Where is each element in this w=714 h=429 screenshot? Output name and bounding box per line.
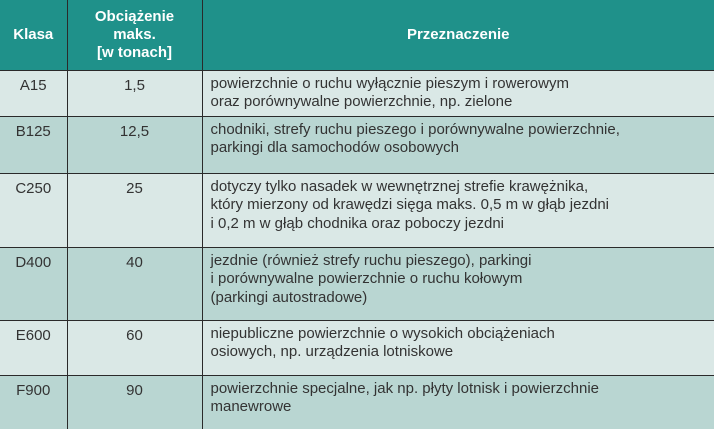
purpose-line: osiowych, np. urządzenia lotniskowe [210,343,454,360]
cell-purpose [202,173,714,247]
cell-load: 1,5 [67,70,202,116]
purpose-line: parkingi dla samochodów osobowych [210,139,459,156]
purpose-line: dotyczy tylko nasadek w wewnętrznej strefie krawężnika, [210,177,589,195]
header-load-line: [w tonach] [97,43,172,61]
table-row [0,173,714,247]
cell-purpose [202,320,714,375]
table-row [0,375,714,429]
cell-purpose [202,116,714,173]
header-load [67,0,202,70]
purpose-line: niepubliczne powierzchnie o wysokich obciążeniach [210,324,555,342]
purpose-line: jezdnie (również strefy ruchu pieszego), parkingi [210,251,532,269]
cell-purpose [202,375,714,429]
purpose-line: manewrowe [210,398,292,415]
purpose-line: oraz porównywalne powierzchnie, np. zielone [210,93,513,110]
header-purpose: Przeznaczenie [202,0,714,70]
purpose-line: chodniki, strefy ruchu pieszego i porównywalne powierzchnie, [210,120,620,138]
purpose-line: (parkingi autostradowe) [210,288,368,306]
cell-purpose [202,70,714,116]
header-load-line: maks. [113,25,156,43]
cell-load: 12,5 [67,116,202,173]
purpose-line: i porównywalne powierzchnie o ruchu kołowym [210,270,523,287]
cell-klasa: D400 [0,247,67,320]
cell-klasa: C250 [0,173,67,247]
cell-klasa: E600 [0,320,67,375]
cell-load: 90 [67,375,202,429]
cell-purpose [202,247,714,320]
cell-klasa: A15 [0,70,67,116]
table-row [0,70,714,116]
cell-load: 40 [67,247,202,320]
cell-load: 25 [67,173,202,247]
cell-klasa: B125 [0,116,67,173]
purpose-line: powierzchnie o ruchu wyłącznie pieszym i rowerowym [210,74,569,92]
header-load-line: Obciążenie [94,7,175,25]
purpose-line: który mierzony od krawędzi sięga maks. 0,5 m w głąb jezdni [210,196,609,213]
table-row [0,116,714,173]
purpose-line: powierzchnie specjalne, jak np. płyty lotnisk i powierzchnie [210,379,600,397]
purpose-line: i 0,2 m w głąb chodnika oraz poboczy jezdni [210,214,504,232]
table-row [0,247,714,320]
table-row [0,320,714,375]
cell-klasa: F900 [0,375,67,429]
header-klasa: Klasa [0,0,67,70]
cell-load: 60 [67,320,202,375]
header-row [0,0,714,70]
